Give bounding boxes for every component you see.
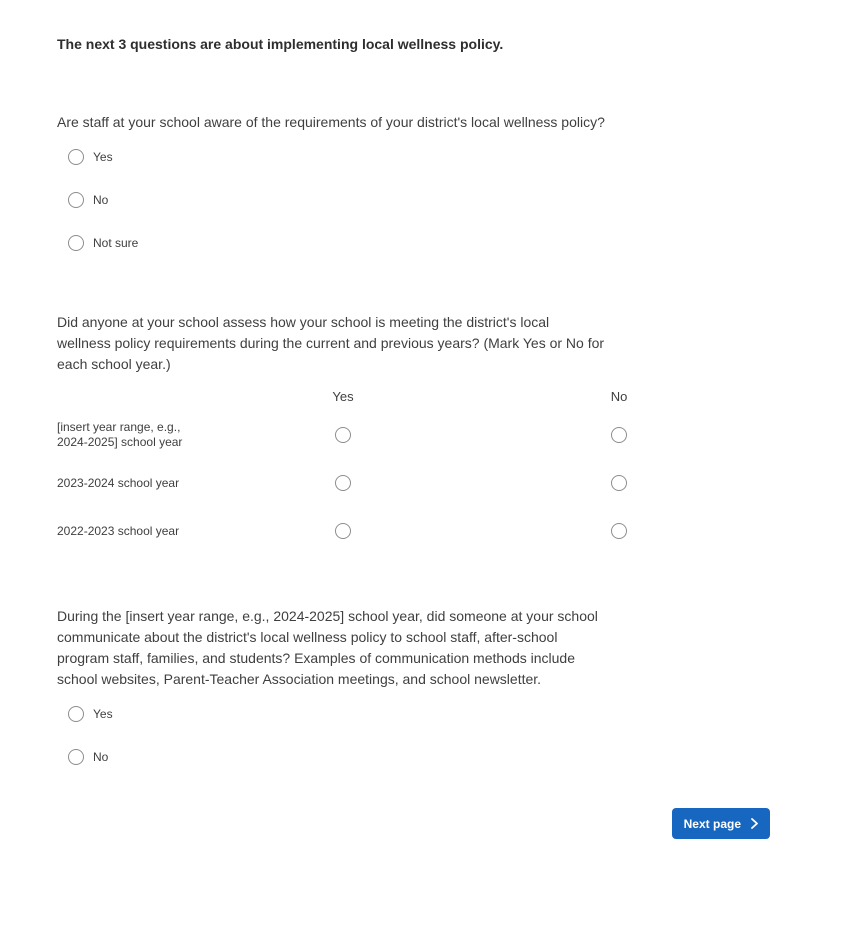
matrix-radio-row2-yes[interactable]	[335, 475, 351, 491]
q1-option-no-label: No	[93, 193, 109, 207]
q1-radio-not-sure[interactable]	[68, 235, 84, 251]
matrix-row-label: [insert year range, e.g., 2024-2025] school year	[57, 420, 183, 449]
matrix-radio-row1-yes[interactable]	[335, 427, 351, 443]
q3-radio-yes[interactable]	[68, 706, 84, 722]
question-2-text: Did anyone at your school assess how your school is meeting the district's local wellness policy requirements during the current and previous years? (Mark Yes or No for each school year.)	[57, 314, 605, 372]
question-3-text: During the [insert year range, e.g., 2024-2025] school year, did someone at your school communicate about the district's local wellness policy to school staff, after-school program staff, families, and students? Examples of communication methods include school websites, Parent-Teacher Association meetings, and school newsletter.	[57, 608, 598, 687]
matrix-row-2022-2023	[57, 514, 779, 548]
matrix-cell	[227, 427, 459, 443]
matrix-header-row	[57, 389, 779, 404]
q1-option-not-sure[interactable]	[57, 235, 138, 251]
matrix-cell	[459, 427, 779, 443]
matrix-row-current-year	[57, 418, 779, 452]
q1-option-yes[interactable]	[57, 149, 113, 165]
next-page-button-label: Next page	[683, 816, 741, 831]
q1-option-yes-label: Yes	[93, 150, 113, 164]
section-intro-text: The next 3 questions are about implementing local wellness policy.	[57, 36, 504, 52]
matrix-row-2023-2024	[57, 466, 779, 500]
question-2-matrix	[57, 389, 779, 548]
question-3	[57, 606, 789, 793]
question-3-options	[57, 690, 789, 793]
question-2	[57, 312, 789, 548]
matrix-radio-row3-yes[interactable]	[335, 523, 351, 539]
matrix-col-header-yes: Yes	[332, 389, 354, 404]
matrix-cell	[459, 523, 779, 539]
chevron-right-icon	[751, 818, 758, 829]
matrix-cell	[227, 523, 459, 539]
matrix-row-label: 2022-2023 school year	[57, 523, 180, 538]
q3-option-no-label: No	[93, 750, 109, 764]
q1-option-no[interactable]	[57, 192, 108, 208]
matrix-cell	[227, 475, 459, 491]
matrix-col-header-no: No	[610, 389, 628, 404]
navigation-footer	[57, 808, 789, 839]
question-1	[57, 112, 789, 279]
matrix-radio-row3-no[interactable]	[611, 523, 627, 539]
matrix-row-label: 2023-2024 school year	[57, 475, 180, 490]
q1-radio-yes[interactable]	[68, 149, 84, 165]
matrix-radio-row2-no[interactable]	[611, 475, 627, 491]
next-page-button[interactable]	[672, 808, 770, 839]
q3-option-no[interactable]	[57, 749, 108, 765]
matrix-cell	[459, 475, 779, 491]
question-1-text: Are staff at your school aware of the requirements of your district's local wellness policy?	[57, 114, 605, 130]
matrix-radio-row1-no[interactable]	[611, 427, 627, 443]
q3-option-yes[interactable]	[57, 706, 113, 722]
q1-option-not-sure-label: Not sure	[93, 236, 139, 250]
question-1-options	[57, 133, 789, 279]
q3-radio-no[interactable]	[68, 749, 84, 765]
q1-radio-no[interactable]	[68, 192, 84, 208]
q3-option-yes-label: Yes	[93, 707, 113, 721]
